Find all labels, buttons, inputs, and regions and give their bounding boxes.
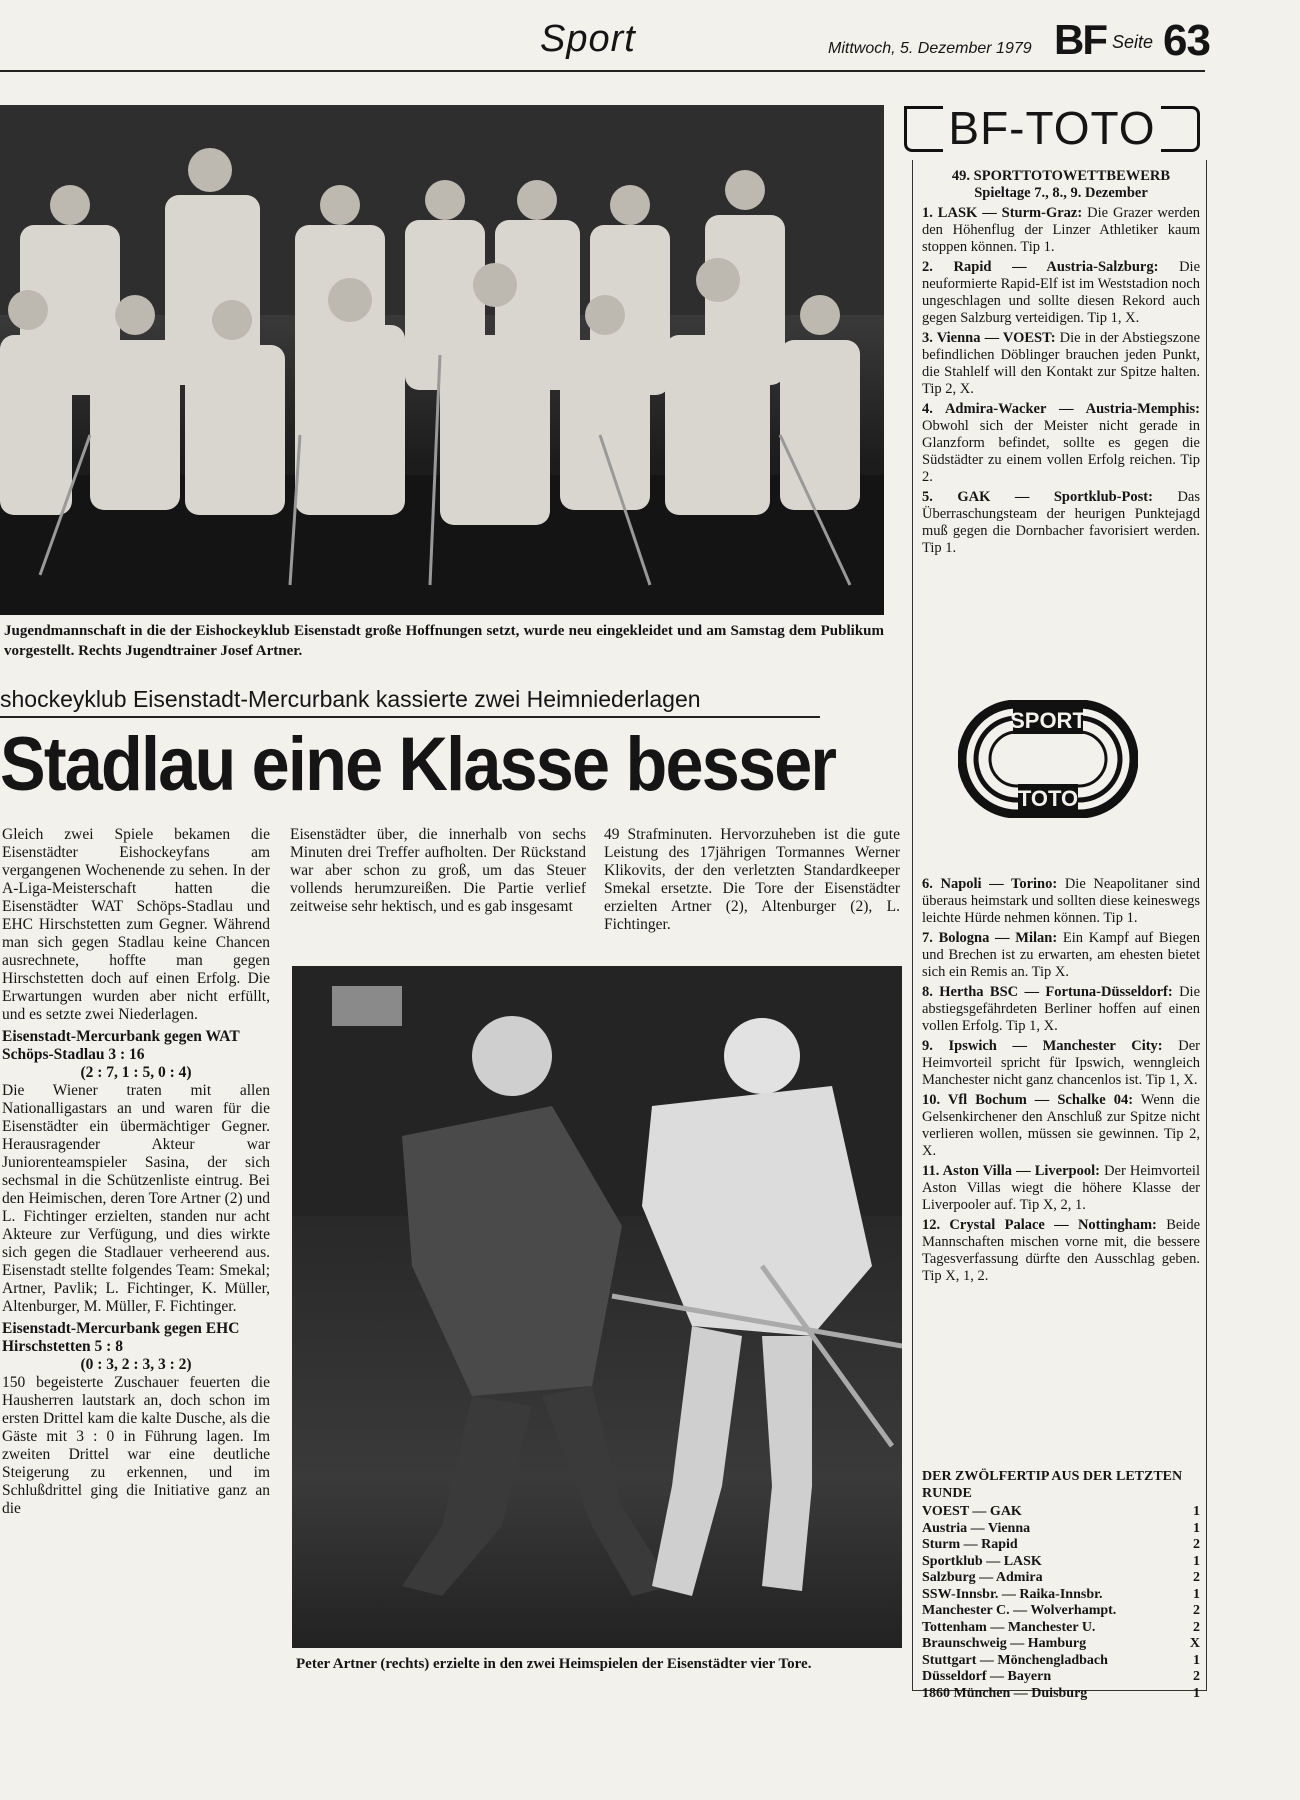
result-match: VOEST — GAK <box>922 1504 1022 1519</box>
result-tip: X <box>1189 1636 1200 1651</box>
toto-tip-item <box>922 1092 1200 1160</box>
toto-tip-match: 6. Napoli — Torino: <box>922 876 1058 892</box>
result-tip: 1 <box>1193 1586 1200 1602</box>
match-periods: (0 : 3, 2 : 3, 3 : 2) <box>80 1356 192 1373</box>
toto-tip-match: 10. Vfl Bochum — Schalke 04: <box>922 1092 1134 1108</box>
last-round-results <box>922 1469 1200 1702</box>
page-number: 63 <box>1163 16 1210 65</box>
result-row <box>922 1554 1200 1571</box>
result-match: Düsseldorf — Bayern <box>922 1669 1052 1684</box>
toto-tip-item <box>922 984 1200 1035</box>
toto-tip-item <box>922 401 1200 486</box>
kicker-rule <box>0 716 820 718</box>
toto-tip-text: Das Überraschungsteam der heurigen Punktejagd muß gegen die Dornbacher favorisiert werden. Tip 1. <box>922 489 1200 556</box>
result-row <box>922 1521 1200 1538</box>
toto-tip-item <box>922 1038 1200 1089</box>
toto-tip-match: 8. Hertha BSC — Fortuna-Düsseldorf: <box>922 984 1173 1000</box>
results-title: DER ZWÖLFERTIP AUS DER LETZTEN RUNDE <box>922 1469 1183 1501</box>
article-paragraph: 49 Strafminuten. Hervorzuheben ist die gute Leistung des 17jährigen Tormannes Werner Klikovits, der den verletzten Standardkeeper Smekal ersetzte. Die Tore der Eisenstädter erzielten Artner (2), Altenburger (2), L. Fichtinger. <box>604 826 900 933</box>
article-column-2 <box>290 826 586 916</box>
result-row <box>922 1653 1200 1670</box>
result-match: Tottenham — Manchester U. <box>922 1619 1096 1635</box>
result-row <box>922 1537 1200 1554</box>
toto-tip-item <box>922 1217 1200 1285</box>
toto-tip-text: Die in der Abstiegszone befindlichen Döblinger brauchen jeden Punkt, die Stahlelf will den Kontakt zur Spitze halten. Tip 2, X. <box>922 330 1201 397</box>
toto-tip-item <box>922 489 1200 557</box>
toto-tip-text: Obwohl sich der Meister nicht gerade in Glanzform befindet, sollte es gegen die Südstädter zu einem vollen Erfolg reichen. Tip 2. <box>922 418 1200 485</box>
article-paragraph: Eisenstädter über, die innerhalb von sechs Minuten drei Treffer aufholten. Der Rückstand war aber schon zu groß, um das Steuer vollends herumzureißen. Die Partie verlief zeitweise sehr hektisch, und es gab insgesamt <box>290 826 586 915</box>
toto-tip-text: Die abstiegsgefährdeten Berliner hoffen auf einen vollen Erfolg. Tip 1, X. <box>922 984 1200 1034</box>
result-match: Manchester C. — Wolverhampt. <box>922 1603 1117 1618</box>
sport-toto-logo-top: SPORT <box>1010 708 1086 733</box>
result-tip: 2 <box>1193 1603 1200 1618</box>
result-match: Sturm — Rapid <box>922 1537 1018 1552</box>
result-tip: 2 <box>1193 1669 1200 1684</box>
toto-tip-text: Der Heimvorteil Aston Villas wiegt die höhere Klasse der Liverpooler auf. Tip X, 2, 1. <box>922 1163 1200 1213</box>
result-tip: 2 <box>1193 1619 1200 1635</box>
bf-toto-logo-text: BF-TOTO <box>948 102 1156 154</box>
toto-tip-item <box>922 205 1200 256</box>
toto-tip-text: Die neuformierte Rapid-Elf ist im Weststadion noch ungeschlagen und sollte diesen Rekord auch gegen Salzburg verteidigen. Tip 1, X. <box>922 259 1200 326</box>
issue-date: Mittwoch, 5. Dezember 1979 <box>828 40 1032 57</box>
team-photo <box>0 105 884 615</box>
article-paragraph: Gleich zwei Spiele bekamen die Eisenstädter Eishockeyfans am vergangenen Wochenende zu sehen. In der A-Liga-Meisterschaft hatten die Eisenstädter WAT Schöps-Stadlau und EHC Hirschstetten zum Gegner. Während man sich gegen Stadlau keine Chancen ausrechnete, hoffte man gegen Hirschstetten doch auf einen Erfolg. Die Erwartungen wurden aber nicht erfüllt, und es setzte zwei Niederlagen. <box>2 826 270 1023</box>
game-photo-caption: Peter Artner (rechts) erzielte in den zwei Heimspielen der Eisenstädter vier Tore. <box>296 1656 812 1672</box>
toto-tip-item <box>922 930 1200 981</box>
result-tip: 1 <box>1193 1553 1200 1569</box>
toto-tip-match: 2. Rapid — Austria-Salzburg: <box>922 259 1159 275</box>
toto-tip-match: 3. Vienna — VOEST: <box>922 330 1056 346</box>
toto-tip-item <box>922 876 1200 927</box>
toto-tip-item <box>922 1163 1200 1214</box>
result-tip: 2 <box>1193 1570 1200 1585</box>
toto-tip-match: 11. Aston Villa — Liverpool: <box>922 1163 1100 1179</box>
toto-tip-text: Die Grazer werden den Höhenflug der Linzer Athletiker kaum stoppen können. Tip 1. <box>922 205 1201 255</box>
team-photo-caption: Jugendmannschaft in die der Eishockeyklub Eisenstadt große Hoffnungen setzt, wurde neu eingekleidet und am Samstag dem Publikum vorgestellt. Rechts Jugendtrainer Josef Artner. <box>4 623 884 659</box>
toto-tip-text: Der Heimvorteil spricht für Ipswich, wenngleich Manchester nicht ganz chancenlos ist. Tip 1, X. <box>922 1038 1200 1088</box>
page-label: Seite <box>1112 32 1154 52</box>
result-tip: 1 <box>1193 1504 1200 1519</box>
match-dates: Spieltage 7., 8., 9. Dezember <box>974 185 1148 201</box>
game-photo-illustration <box>292 966 902 1648</box>
toto-tip-match: 7. Bologna — Milan: <box>922 930 1058 946</box>
result-row <box>922 1587 1200 1604</box>
result-match: Austria — Vienna <box>922 1520 1031 1536</box>
result-row <box>922 1636 1200 1653</box>
result-row <box>922 1686 1200 1703</box>
result-row <box>922 1504 1200 1521</box>
toto-tips-top <box>922 168 1200 560</box>
match-subheading: Eisenstadt-Mercurbank gegen EHC Hirschstetten 5 : 8 <box>2 1320 240 1355</box>
article-column-1 <box>2 826 270 1518</box>
team-photo-illustration <box>0 105 884 615</box>
result-match: Sportklub — LASK <box>922 1553 1042 1569</box>
match-subheading: Eisenstadt-Mercurbank gegen WAT Schöps-Stadlau 3 : 16 <box>2 1028 240 1063</box>
result-tip: 1 <box>1193 1652 1200 1668</box>
article-headline: Stadlau eine Klasse besser <box>0 722 836 807</box>
competition-title: 49. SPORTTOTOWETTBEWERB <box>951 168 1171 184</box>
toto-tip-item <box>922 259 1200 327</box>
article-paragraph: 150 begeisterte Zuschauer feuerten die Hausherren lautstark an, doch schon im ersten Drittel kam die kalte Dusche, als die Gäste mit 3 : 0 in Führung lagen. Im zweiten Drittel war eine deutliche Steigerung zu erkennen, und im Schlußdrittel ging die Initiative ganz an die <box>2 1374 270 1517</box>
toto-tip-match: 9. Ipswich — Manchester City: <box>922 1038 1163 1054</box>
sport-toto-logo <box>958 700 1138 818</box>
article-kicker: shockeyklub Eisenstadt-Mercurbank kassierte zwei Heimniederlagen <box>0 686 701 712</box>
result-row <box>922 1570 1200 1587</box>
result-match: Braunschweig — Hamburg <box>922 1636 1087 1651</box>
result-tip: 1 <box>1193 1520 1200 1536</box>
toto-tip-match: 4. Admira-Wacker — Austria-Memphis: <box>922 401 1200 417</box>
result-match: 1860 München — Duisburg <box>922 1685 1088 1701</box>
article-column-3 <box>604 826 900 934</box>
toto-tip-text: Beide Mannschaften mischen vorne mit, die bessere Tagesverfassung dürfte den Ausschlag geben. Tip X, 1, 2. <box>922 1217 1201 1284</box>
result-match: Salzburg — Admira <box>922 1570 1043 1585</box>
bf-toto-logo <box>902 102 1202 154</box>
sidebar-border-right <box>1206 160 1207 1690</box>
newspaper-logo: BF <box>1054 16 1106 63</box>
article-paragraph: Die Wiener traten mit allen Nationalligastars an und waren für die Eisenstädter ein übermächtiger Gegner. Herausragender Akteur war Juniorenteamspieler Sasina, der sich sechsmal in die Schützenliste eintrug. Bei den Heimischen, deren Tore Artner (2) und L. Fichtinger erzielten, standen nur acht Akteure zur Verfügung, und dies wirkte sich gegen die Stadlauer verheerend aus. Eisenstadt stellte folgendes Team: Smekal; Artner, Pavlik; L. Fichtinger, K. Müller, Altenburger, M. Müller, F. Fichtinger. <box>2 1082 270 1315</box>
sport-toto-logo-bottom: TOTO <box>1017 786 1079 811</box>
toto-tip-match: 5. GAK — Sportklub-Post: <box>922 489 1153 505</box>
result-row <box>922 1669 1200 1686</box>
toto-tips-bottom <box>922 876 1200 1288</box>
sidebar-border-left <box>912 160 913 1690</box>
result-match: Stuttgart — Mönchengladbach <box>922 1652 1108 1668</box>
result-row <box>922 1620 1200 1637</box>
toto-tip-item <box>922 330 1200 398</box>
section-title: Sport <box>540 18 636 60</box>
toto-tip-match: 12. Crystal Palace — Nottingham: <box>922 1217 1157 1233</box>
game-photo <box>292 966 902 1648</box>
header-rule <box>0 70 1205 72</box>
toto-tip-text: Wenn die Gelsenkirchener den Anschluß zur Spitze nicht verlieren wollen, müssen sie gewinnen. Tip 2, X. <box>922 1092 1200 1159</box>
result-row <box>922 1603 1200 1620</box>
toto-tip-text: Die Neapolitaner sind überaus heimstark und sollten diese keineswegs leichte Hürde nehmen können. Tip 1. <box>922 876 1200 926</box>
bracket-left-icon <box>904 106 943 152</box>
result-match: SSW-Innsbr. — Raika-Innsbr. <box>922 1586 1103 1602</box>
bracket-right-icon <box>1161 106 1200 152</box>
toto-tip-match: 1. LASK — Sturm-Graz: <box>922 205 1083 221</box>
result-tip: 1 <box>1193 1685 1200 1701</box>
match-periods: (2 : 7, 1 : 5, 0 : 4) <box>80 1064 192 1081</box>
toto-tip-text: Ein Kampf auf Biegen und Brechen ist zu erwarten, am ehesten bietet sich ein Remis an. Tip X. <box>922 930 1200 980</box>
result-tip: 2 <box>1193 1537 1200 1552</box>
